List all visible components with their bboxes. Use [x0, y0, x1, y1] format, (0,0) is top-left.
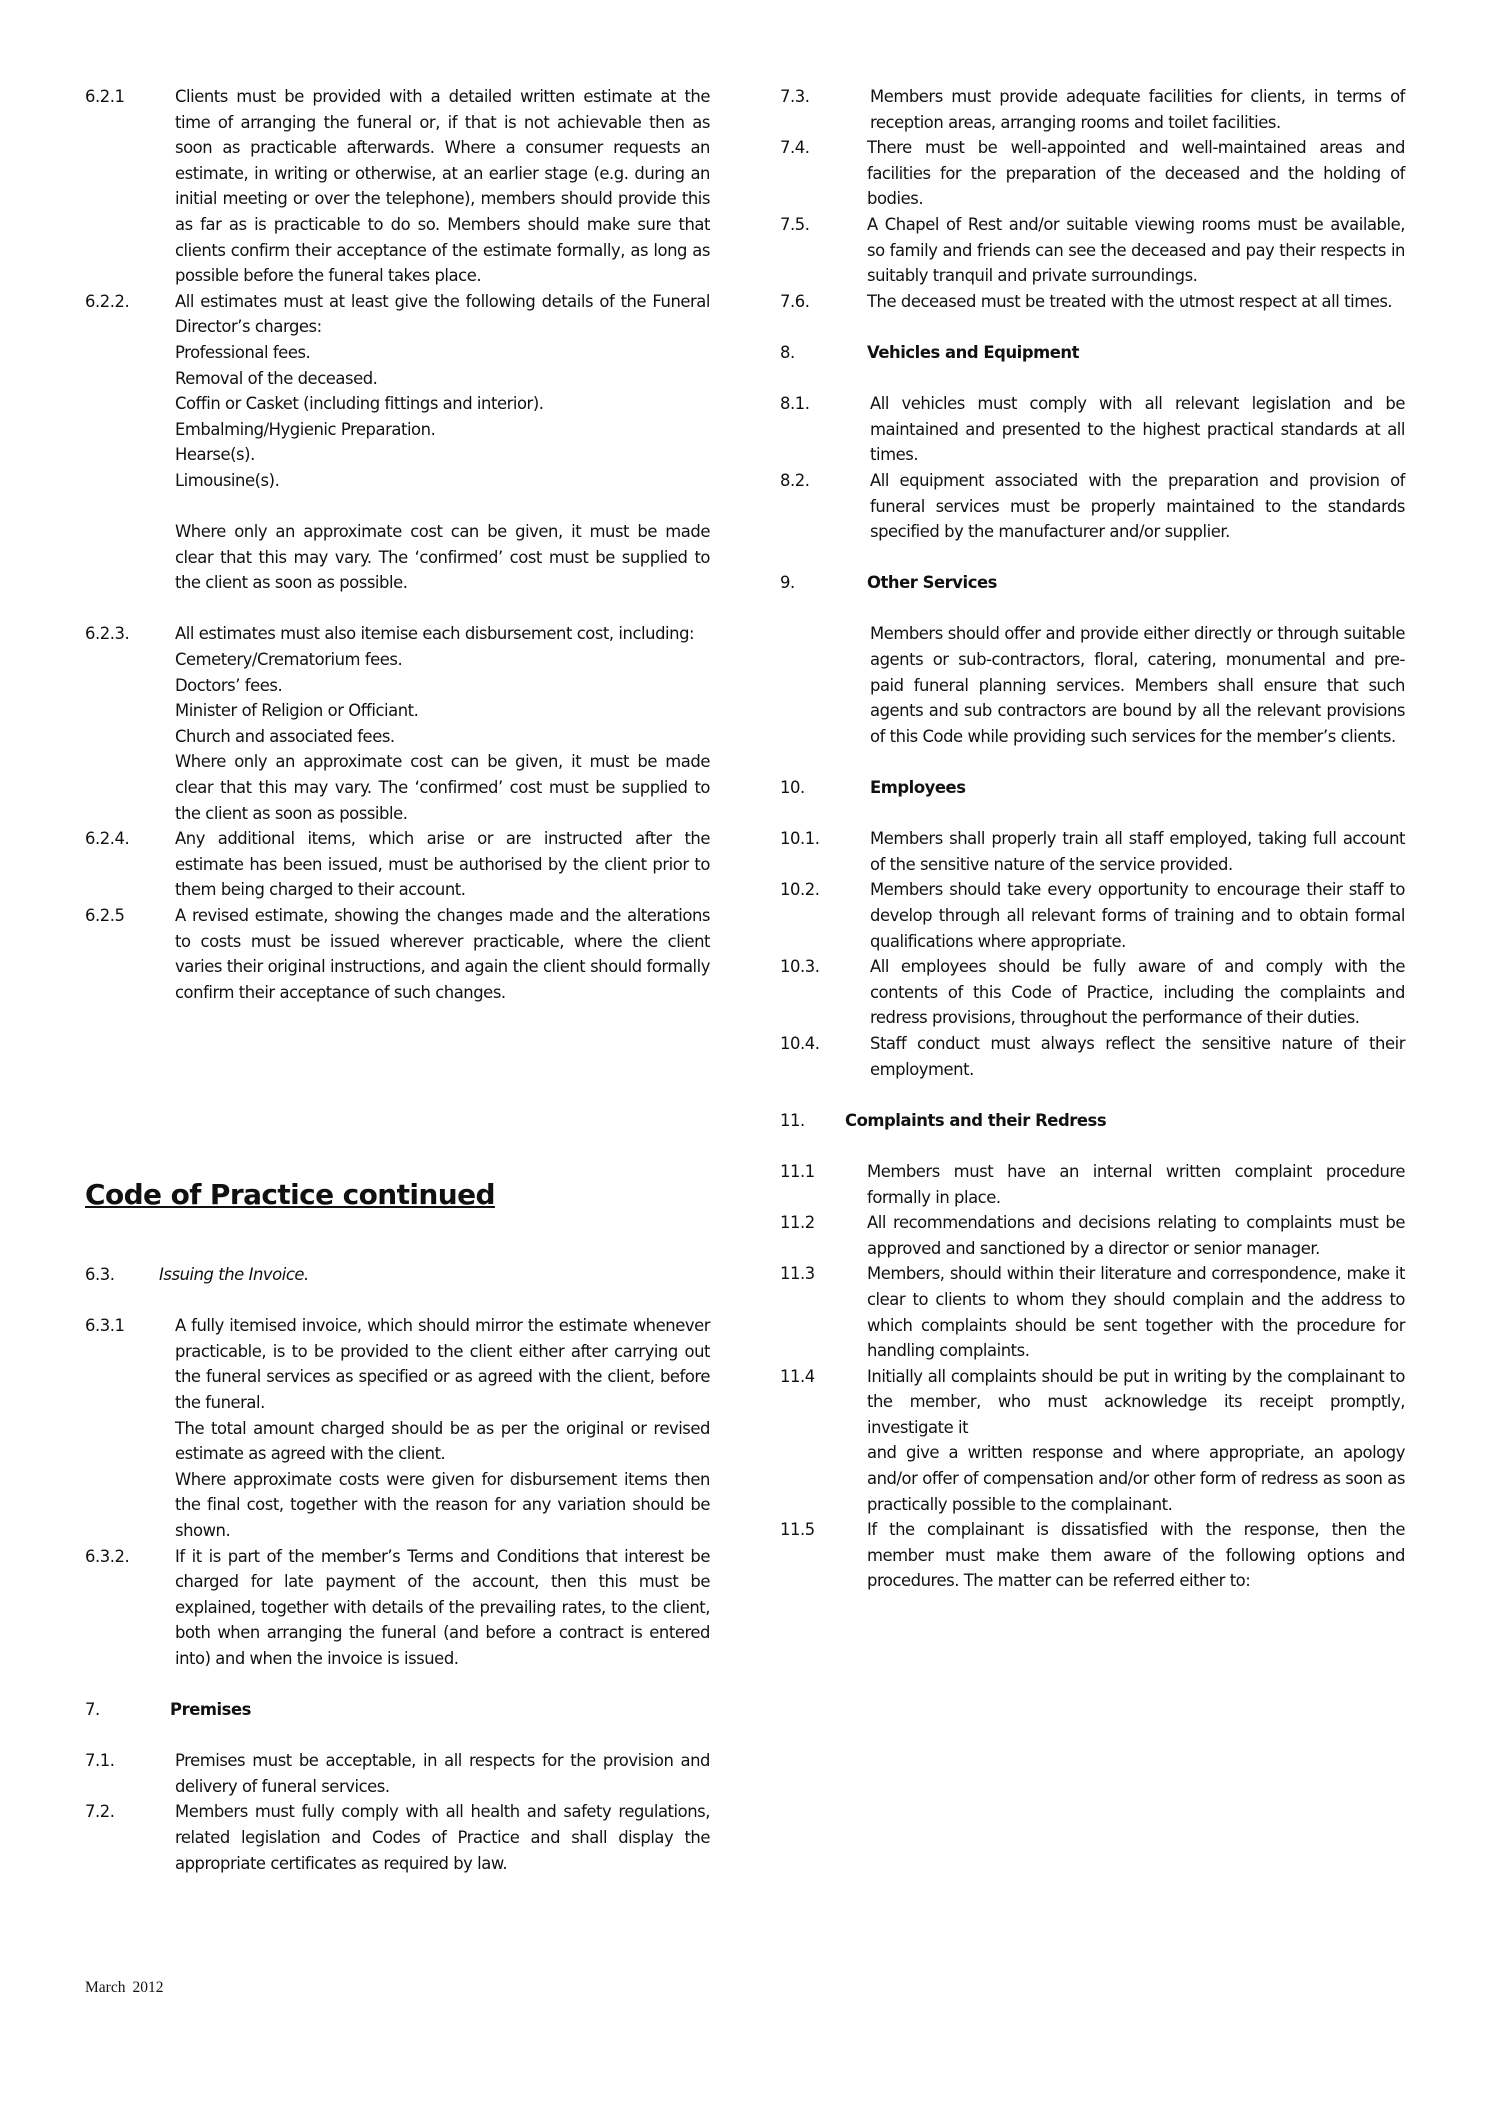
clause-text: All estimates must at least give the following details of the Funeral Director’s charges: — [175, 291, 710, 337]
clause-10-3 — [780, 954, 1405, 1031]
clause-text: A fully itemised invoice, which should mirror the estimate whenever practicable, is to be provided to the client either after carrying out the funeral services as specified or as agreed with the client, before the funeral. — [175, 1316, 710, 1412]
clause-number: 7.4. — [780, 138, 810, 158]
clause-11-2 — [780, 1210, 1405, 1261]
clause-text: All vehicles must comply with all relevant legislation and be maintained and presented to the highest practical standards at all times. — [870, 394, 1405, 465]
clause-8-1 — [780, 391, 1405, 468]
left-column — [85, 84, 710, 1005]
footer-year: 2012 — [132, 1979, 164, 1996]
clause-text: All estimates must also itemise each disbursement cost, including: — [175, 624, 695, 644]
left-column-lower — [85, 1262, 710, 1876]
section-title: Complaints and their Redress — [845, 1110, 1107, 1130]
list-item: Doctors’ fees. — [175, 675, 283, 695]
clause-7-6 — [780, 289, 1405, 315]
clause-text: and give a written response and where appropriate, an apology and/or offer of compensation and/or other form of redress as soon as practically possible to the complainant. — [867, 1443, 1405, 1514]
clause-number: 6.2.4. — [85, 829, 130, 849]
clause-number: 11.4 — [780, 1366, 815, 1386]
clause-number: 6.2.2. — [85, 291, 130, 311]
clause-text: If the complainant is dissatisfied with the response, then the member must make them aware of the following options and procedures. The matter can be referred either to: — [867, 1520, 1405, 1591]
clause-text: All employees should be fully aware of and comply with the contents of this Code of Practice, including the complaints and redress provisions, throughout the performance of their duties. — [870, 957, 1405, 1028]
clause-number: 7.2. — [85, 1802, 115, 1822]
section-10-heading — [780, 775, 1405, 801]
list-item: Hearse(s). — [175, 445, 255, 465]
clause-note: Where only an approximate cost can be given, it must be made clear that this may vary. The ‘confirmed’ cost must be supplied to the client as soon as possible. — [175, 522, 710, 593]
clause-text: Initially all complaints should be put in writing by the complainant to the member, who must acknowledge its receipt promptly, investigate it — [867, 1366, 1405, 1437]
clause-number: 10.4. — [780, 1033, 820, 1053]
section-number: 9. — [780, 573, 795, 593]
clause-number: 10.2. — [780, 880, 820, 900]
clause-6-2-2 — [85, 289, 710, 596]
clause-number: 7.3. — [780, 87, 810, 106]
page-heading: Code of Practice continued — [85, 1178, 495, 1211]
clause-number: 8.1. — [780, 394, 810, 414]
clause-11-4 — [780, 1364, 1405, 1518]
clause-10-2 — [780, 877, 1405, 954]
clause-8-2 — [780, 468, 1405, 545]
clause-text: The total amount charged should be as per the original or revised estimate as agreed with the client. — [175, 1418, 710, 1464]
clause-text: Members should offer and provide either directly or through suitable agents or sub-contractors, floral, catering, monumental and pre-paid funeral planning services. Members shall ensure that such agents and sub contractors are bound by all the relevant provisions of this Code while providing such services for the member’s clients. — [870, 624, 1405, 746]
section-9-heading — [780, 570, 1405, 596]
clause-text: Members shall properly train all staff employed, taking full account of the sensitive nature of the service provided. — [870, 829, 1405, 874]
clause-7-2 — [85, 1799, 710, 1876]
section-title: Vehicles and Equipment — [867, 342, 1080, 362]
section-number: 8. — [780, 342, 795, 362]
clause-number: 6.3. — [85, 1265, 115, 1284]
section-8-heading — [780, 340, 1405, 366]
section-subtitle: Issuing the Invoice. — [159, 1265, 309, 1284]
section-9-paragraph — [780, 621, 1405, 749]
clause-number: 7.5. — [780, 214, 810, 234]
clause-11-3 — [780, 1261, 1405, 1363]
list-item: Limousine(s). — [175, 470, 280, 490]
clause-text: Members must have an internal written complaint procedure formally in place. — [867, 1161, 1405, 1207]
clause-number: 11.2 — [780, 1213, 815, 1233]
list-item: Coffin or Casket (including fittings and interior). — [175, 394, 544, 414]
clause-7-5 — [780, 212, 1405, 289]
clause-text: Staff conduct must always reflect the sensitive nature of their employment. — [870, 1033, 1405, 1079]
clause-number: 10.1. — [780, 829, 820, 849]
clause-number: 8.2. — [780, 470, 810, 490]
clause-text: Members should take every opportunity to encourage their staff to develop through all relevant forms of training and to obtain formal qualifications where appropriate. — [870, 880, 1405, 951]
clause-6-3-1 — [85, 1313, 710, 1543]
clause-6-2-3 — [85, 621, 710, 826]
clause-text: All equipment associated with the preparation and provision of funeral services must be properly maintained to the standards specified by the manufacturer and/or supplier. — [870, 470, 1405, 542]
list-item: Professional fees. — [175, 342, 311, 362]
clause-6-2-5 — [85, 903, 710, 1005]
list-item: Minister of Religion or Officiant. — [175, 701, 419, 721]
clause-text: Members must fully comply with all health and safety regulations, related legislation and Codes of Practice and shall display the appropriate certificates as required by law. — [175, 1802, 710, 1873]
section-number: 10. — [780, 778, 805, 798]
clause-number: 7.1. — [85, 1751, 115, 1771]
section-title: Employees — [870, 778, 966, 798]
clause-number: 10.3. — [780, 957, 820, 977]
clause-number: 6.3.1 — [85, 1316, 125, 1336]
clause-text: The deceased must be treated with the utmost respect at all times. — [867, 291, 1393, 311]
clause-11-5 — [780, 1517, 1405, 1594]
clause-10-4 — [780, 1031, 1405, 1082]
section-title: Premises — [170, 1700, 251, 1720]
section-number: 11. — [780, 1110, 805, 1130]
page-footer-date — [85, 1979, 163, 1997]
right-column — [780, 84, 1405, 1594]
clause-number: 11.5 — [780, 1520, 815, 1540]
clause-number: 6.2.1 — [85, 87, 125, 106]
list-item: Removal of the deceased. — [175, 368, 378, 388]
clause-number: 6.3.2. — [85, 1546, 130, 1566]
clause-6-2-4 — [85, 826, 710, 903]
clause-10-1 — [780, 826, 1405, 877]
clause-number: 7.6. — [780, 291, 810, 311]
clause-text: Any additional items, which arise or are instructed after the estimate has been issued, must be authorised by the client prior to them being charged to their account. — [175, 829, 710, 900]
clause-text: There must be well-appointed and well-maintained areas and facilities for the preparation of the deceased and the holding of bodies. — [867, 138, 1405, 209]
clause-text: Members must provide adequate facilities for clients, in terms of reception areas, arranging rooms and toilet facilities. — [870, 87, 1405, 132]
section-title: Other Services — [867, 573, 997, 593]
clause-text: All recommendations and decisions relating to complaints must be approved and sanctioned by a director or senior manager. — [867, 1213, 1405, 1258]
clause-6-3-2 — [85, 1544, 710, 1672]
footer-month: March — [85, 1979, 126, 1996]
clause-number: 11.1 — [780, 1161, 815, 1181]
clause-number: 6.2.5 — [85, 906, 125, 925]
section-number: 7. — [85, 1700, 100, 1720]
clause-number: 6.2.3. — [85, 624, 130, 644]
list-item: Embalming/Hygienic Preparation. — [175, 419, 436, 439]
clause-text: Clients must be provided with a detailed written estimate at the time of arranging the funeral or, if that is not achievable then as soon as practicable afterwards. Where a consumer requests an estimate, in writing or otherwise, at an earlier stage (e.g. during an initial meeting or over the telephone), members should provide this as far as is practicable to do so. Members should make sure that clients confirm their acceptance of the estimate formally, as long as possible before the funeral takes place. — [175, 87, 710, 286]
clause-text: A revised estimate, showing the changes made and the alterations to costs must be issued wherever practicable, where the client varies their original instructions, and again the client should formally confirm their acceptance of such changes. — [175, 906, 710, 1002]
clause-7-4 — [780, 135, 1405, 212]
clause-text: Members, should within their literature and correspondence, make it clear to clients to whom they should complain and the address to which complaints should be sent together with the procedure for handling complaints. — [867, 1264, 1405, 1361]
section-7-heading — [85, 1697, 710, 1723]
clause-7-1 — [85, 1748, 710, 1799]
clause-note: Where only an approximate cost can be given, it must be made clear that this may vary. The ‘confirmed’ cost must be supplied to the client as soon as possible. — [175, 752, 710, 823]
clause-text: If it is part of the member’s Terms and Conditions that interest be charged for late payment of the account, then this must be explained, together with details of the prevailing rates, to the client, both when arranging the funeral (and before a contract is entered into) and when the invoice is issued. — [175, 1546, 710, 1668]
clause-6-3 — [85, 1262, 710, 1288]
clause-11-1 — [780, 1159, 1405, 1210]
clause-text: Premises must be acceptable, in all respects for the provision and delivery of funeral services. — [175, 1751, 710, 1796]
clause-text: Where approximate costs were given for disbursement items then the final cost, together with the reason for any variation should be shown. — [175, 1469, 710, 1540]
clause-7-3 — [780, 84, 1405, 135]
clause-text: A Chapel of Rest and/or suitable viewing rooms must be available, so family and friends can see the deceased and pay their respects in suitably tranquil and private surroundings. — [867, 214, 1405, 286]
clause-6-2-1 — [85, 84, 710, 289]
section-11-heading — [780, 1108, 1405, 1134]
clause-number: 11.3 — [780, 1264, 815, 1284]
list-item: Church and associated fees. — [175, 726, 395, 746]
list-item: Cemetery/Crematorium fees. — [175, 650, 403, 670]
